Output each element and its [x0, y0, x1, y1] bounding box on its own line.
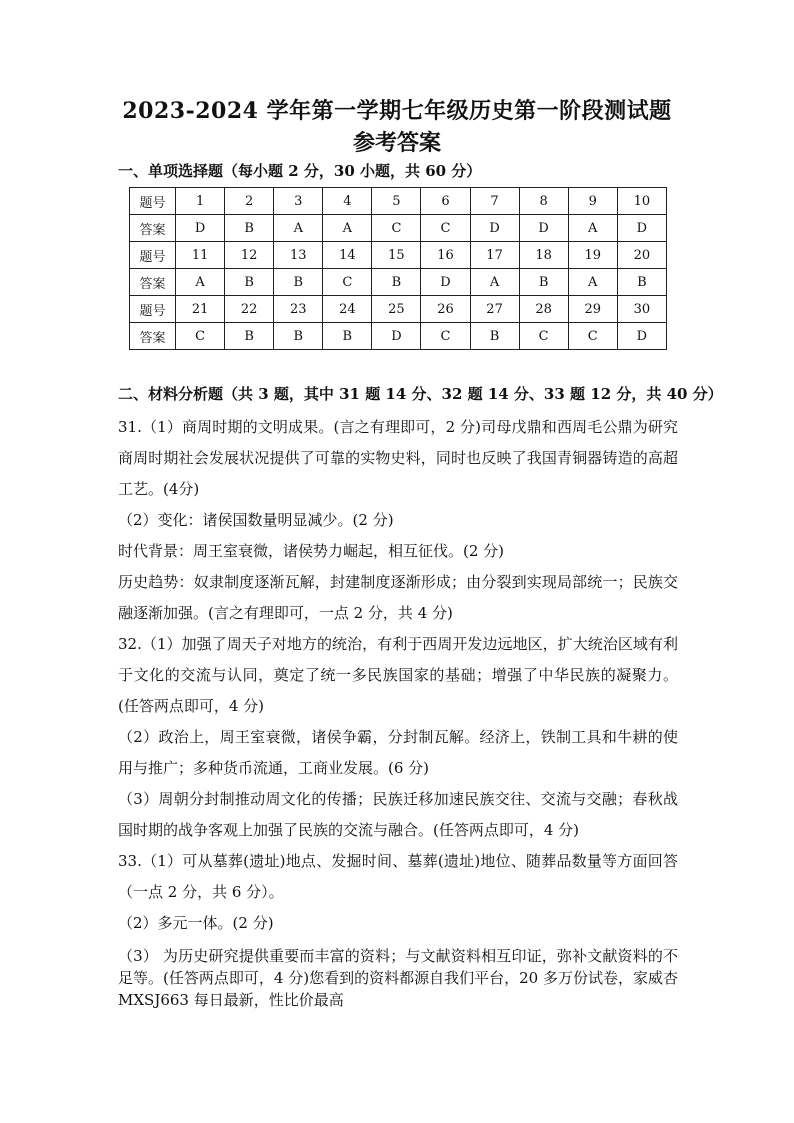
table-cell: D — [421, 269, 470, 296]
row-header-cell: 答案 — [130, 215, 176, 242]
paragraph: （2）多元一体。(2 分) — [118, 914, 274, 932]
table-cell: D — [519, 215, 568, 242]
table-cell: C — [421, 323, 470, 350]
table-cell: 15 — [372, 242, 421, 269]
table-cell: D — [470, 215, 519, 242]
table-cell: B — [519, 269, 568, 296]
table-cell: 27 — [470, 296, 519, 323]
table-cell: B — [225, 269, 274, 296]
table-cell: B — [323, 323, 372, 350]
analysis-answers — [118, 412, 678, 1011]
table-cell: A — [323, 215, 372, 242]
table-cell: 26 — [421, 296, 470, 323]
table-cell: 7 — [470, 188, 519, 215]
table-cell: 30 — [617, 296, 666, 323]
table-cell: 11 — [176, 242, 225, 269]
table-cell: D — [617, 215, 666, 242]
table-cell: C — [176, 323, 225, 350]
table-cell: 5 — [372, 188, 421, 215]
table-cell: B — [225, 215, 274, 242]
table-cell: D — [617, 323, 666, 350]
table-cell: 25 — [372, 296, 421, 323]
table-cell: 6 — [421, 188, 470, 215]
table-cell: 12 — [225, 242, 274, 269]
paragraph: （2）变化：诸侯国数量明显减少。(2 分) — [118, 511, 394, 529]
table-cell: 29 — [568, 296, 617, 323]
paragraph: 31.（1）商周时期的文明成果。(言之有理即可，2 分)司母戊鼎和西周毛公鼎为研究商周时期社会发展状况提供了可靠的实物史料，同时也反映了我国青铜器铸造的高超工艺。(4分) — [118, 418, 678, 498]
table-cell: C — [372, 215, 421, 242]
table-cell: A — [470, 269, 519, 296]
paragraph: 历史趋势：奴隶制度逐渐瓦解，封建制度逐渐形成；由分裂到实现局部统一；民族交融逐渐加强。(言之有理即可，一点 2 分，共 4 分) — [118, 573, 678, 622]
answer-table — [129, 187, 667, 350]
table-row — [130, 188, 667, 215]
table-cell: 3 — [274, 188, 323, 215]
table-cell: C — [421, 215, 470, 242]
table-cell: 16 — [421, 242, 470, 269]
table-cell: B — [470, 323, 519, 350]
table-cell: 20 — [617, 242, 666, 269]
row-header-cell: 题号 — [130, 296, 176, 323]
table-cell: 2 — [225, 188, 274, 215]
table-cell: 22 — [225, 296, 274, 323]
table-cell: D — [176, 215, 225, 242]
paragraph: 时代背景：周王室衰微，诸侯势力崛起，相互征伐。(2 分) — [118, 542, 505, 560]
table-cell: 14 — [323, 242, 372, 269]
table-cell: 10 — [617, 188, 666, 215]
table-row — [130, 269, 667, 296]
table-cell: 9 — [568, 188, 617, 215]
table-cell: A — [568, 269, 617, 296]
table-cell: A — [176, 269, 225, 296]
table-cell: B — [617, 269, 666, 296]
table-cell: B — [225, 323, 274, 350]
table-cell: A — [274, 215, 323, 242]
table-cell: B — [372, 269, 421, 296]
table-cell: C — [568, 323, 617, 350]
section-heading-choice: 一、单项选择题（每小题 2 分，30 小题，共 60 分） — [118, 162, 482, 180]
row-header-cell: 题号 — [130, 242, 176, 269]
table-cell: 21 — [176, 296, 225, 323]
paragraph-last: （3） 为历史研究提供重要而丰富的资料；与文献资料相互印证，弥补文献资料的不足等。(任答两点即可，4 分)您看到的资料都源自我们平台，20 多万份试卷，家威杏 MXSJ663 每日最新，性比价最高 — [118, 947, 678, 1009]
paragraph: （2）政治上，周王室衰微，诸侯争霸，分封制瓦解。经济上，铁制工具和牛耕的使用与推广；多种货币流通，工商业发展。(6 分) — [118, 728, 678, 777]
table-cell: 24 — [323, 296, 372, 323]
table-row — [130, 296, 667, 323]
table-cell: 1 — [176, 188, 225, 215]
row-header-cell: 题号 — [130, 188, 176, 215]
table-cell: D — [372, 323, 421, 350]
table-cell: 19 — [568, 242, 617, 269]
table-cell: 23 — [274, 296, 323, 323]
section-heading-analysis: 二、材料分析题（共 3 题，其中 31 题 14 分、32 题 14 分、33 题 12 分，共 40 分） — [118, 385, 723, 403]
table-cell: 28 — [519, 296, 568, 323]
table-cell: 17 — [470, 242, 519, 269]
table-cell: A — [568, 215, 617, 242]
page-subtitle: 参考答案 — [352, 130, 441, 156]
table-row — [130, 242, 667, 269]
table-cell: 4 — [323, 188, 372, 215]
table-cell: 8 — [519, 188, 568, 215]
table-row — [130, 215, 667, 242]
paragraph: 33.（1）可从墓葬(遗址)地点、发掘时间、墓葬(遗址)地位、随葬品数量等方面回答（一点 2 分，共 6 分）。 — [118, 852, 678, 901]
table-row — [130, 323, 667, 350]
table-cell: B — [274, 269, 323, 296]
row-header-cell: 答案 — [130, 323, 176, 350]
table-cell: 18 — [519, 242, 568, 269]
table-cell: B — [274, 323, 323, 350]
paragraph: （3）周朝分封制推动周文化的传播；民族迁移加速民族交往、交流与交融；春秋战国时期的战争客观上加强了民族的交流与融合。(任答两点即可，4 分) — [118, 790, 678, 839]
table-cell: 13 — [274, 242, 323, 269]
table-cell: C — [519, 323, 568, 350]
page-title: 2023-2024 学年第一学期七年级历史第一阶段测试题 — [122, 98, 672, 124]
row-header-cell: 答案 — [130, 269, 176, 296]
table-cell: C — [323, 269, 372, 296]
paragraph: 32.（1）加强了周天子对地方的统治，有利于西周开发边远地区，扩大统治区域有利于文化的交流与认同，奠定了统一多民族国家的基础；增强了中华民族的凝聚力。(任答两点即可，4 分) — [118, 635, 678, 715]
